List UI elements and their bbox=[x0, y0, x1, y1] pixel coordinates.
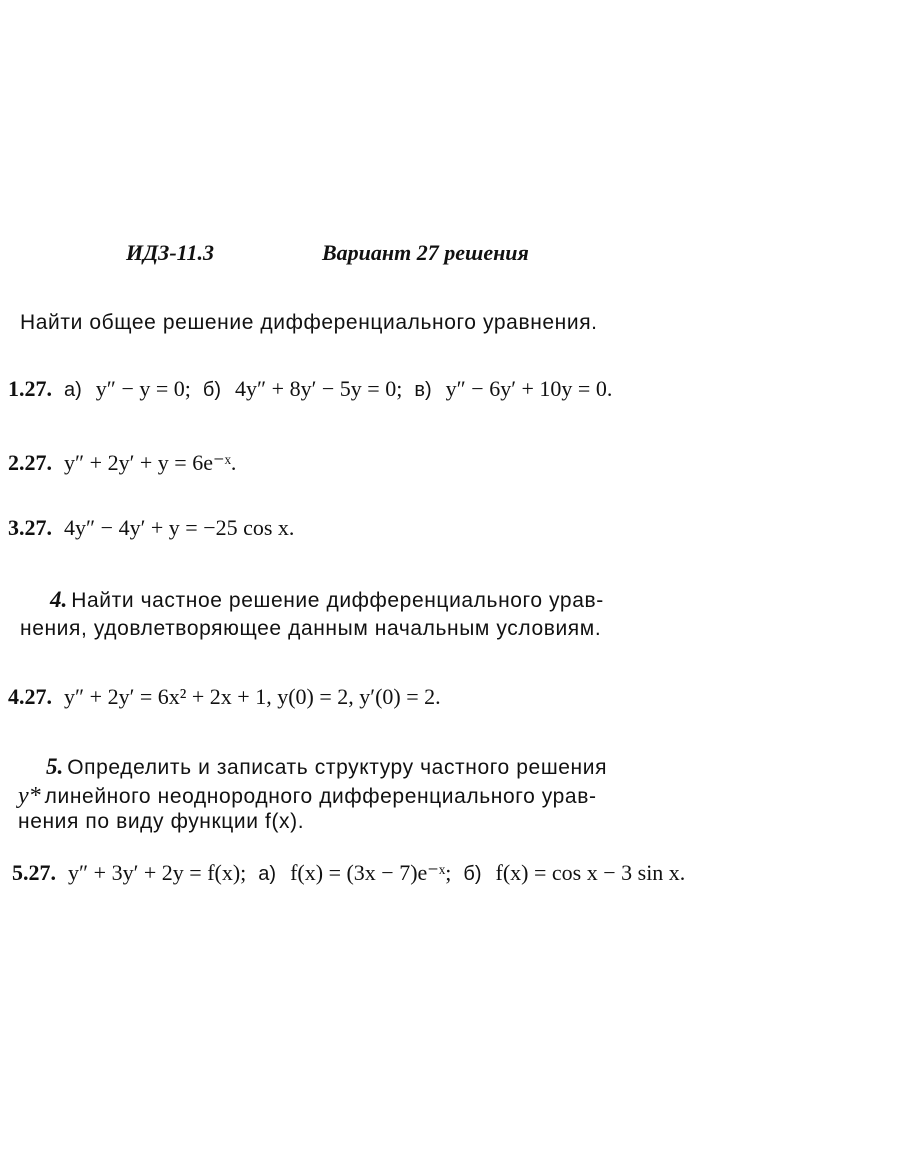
part-b-equation: 4y″ + 8y′ − 5y = 0; bbox=[235, 376, 403, 401]
part-a-label: а) bbox=[64, 379, 82, 401]
particular-solution-symbol: y* bbox=[18, 783, 41, 809]
problem-number: 2.27. bbox=[8, 450, 52, 475]
part-b-label: б) bbox=[463, 863, 482, 885]
task5-text-line1: Определить и записать структуру частного решения bbox=[67, 756, 608, 779]
task4-text-line1: Найти частное решение дифференциального урав- bbox=[71, 589, 604, 612]
task-number: 5. bbox=[46, 754, 64, 779]
part-b-label: б) bbox=[202, 379, 222, 401]
task1-instruction: Найти общее решение дифференциального уравнения. bbox=[20, 311, 598, 334]
problem-1-27 bbox=[8, 376, 612, 402]
part-c-label: в) bbox=[414, 379, 432, 401]
problem-equation: y″ + 3y′ + 2y = f(x); bbox=[68, 860, 247, 885]
problem-number: 5.27. bbox=[12, 860, 56, 885]
part-b-equation: f(x) = cos x − 3 sin x. bbox=[495, 860, 686, 885]
task4-text-line2: нения, удовлетворяющее данным начальным условиям. bbox=[20, 617, 602, 640]
problem-5-27 bbox=[12, 860, 685, 886]
task5-text-line3: нения по виду функции f(x). bbox=[18, 810, 305, 833]
problem-number: 3.27. bbox=[8, 515, 52, 540]
part-a-equation: y″ − y = 0; bbox=[95, 376, 191, 401]
task5-instruction-line2 bbox=[18, 783, 597, 810]
problem-equation: y″ + 2y′ + y = 6e⁻ˣ. bbox=[64, 450, 237, 475]
task-number: 4. bbox=[50, 587, 68, 612]
part-a-equation: f(x) = (3x − 7)e⁻ˣ; bbox=[290, 860, 452, 885]
task4-instruction-line1 bbox=[50, 587, 604, 613]
problem-equation: y″ + 2y′ = 6x² + 2x + 1, y(0) = 2, y′(0) = 2. bbox=[64, 684, 441, 709]
problem-2-27 bbox=[8, 450, 236, 476]
assignment-code: ИДЗ-11.3 bbox=[126, 240, 214, 265]
task5-text-line2: линейного неоднородного дифференциального урав- bbox=[44, 785, 597, 808]
problem-number: 1.27. bbox=[8, 376, 52, 401]
problem-number: 4.27. bbox=[8, 684, 52, 709]
problem-equation: 4y″ − 4y′ + y = −25 cos x. bbox=[64, 515, 295, 540]
problem-4-27 bbox=[8, 684, 441, 710]
task5-instruction-line1 bbox=[46, 754, 607, 780]
part-a-label: а) bbox=[258, 863, 277, 885]
part-c-equation: y″ − 6y′ + 10y = 0. bbox=[445, 376, 613, 401]
variant-title: Вариант 27 решения bbox=[322, 240, 529, 265]
problem-3-27 bbox=[8, 515, 294, 541]
